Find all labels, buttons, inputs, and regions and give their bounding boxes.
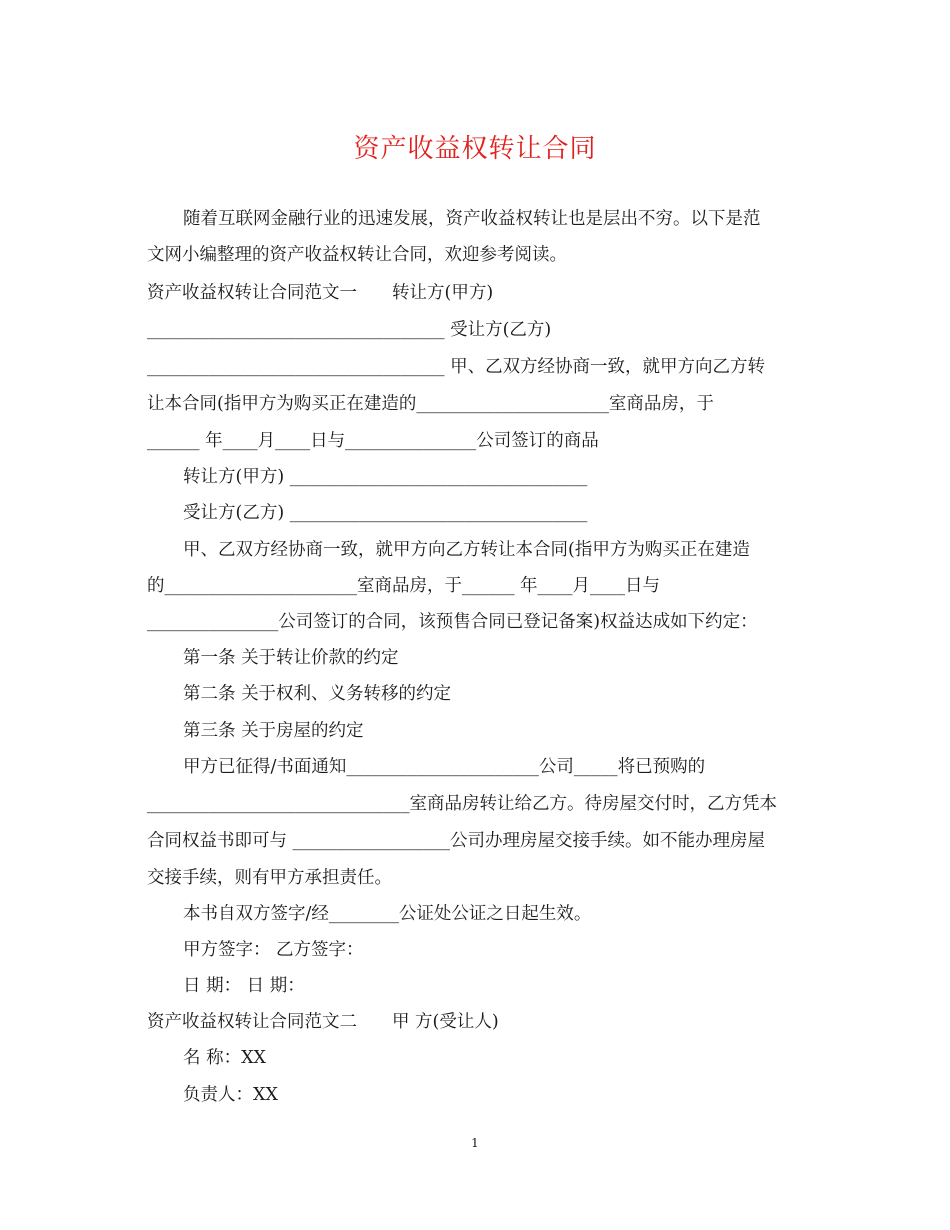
body-line: 甲、乙双方经协商一致，就甲方向乙方转让本合同(指甲方为购买正在建造 <box>183 540 750 560</box>
body-line: 负责人：XX <box>183 1085 278 1105</box>
body-line: 让本合同(指甲方为购买正在建造的______________________室商品房，于 <box>147 394 714 414</box>
clause-heading: 第三条 关于房屋的约定 <box>183 721 364 741</box>
body-line: 名 称：XX <box>183 1048 266 1068</box>
body-line: 甲方已征得/书面通知______________________公司_____将已预购的 <box>183 757 706 777</box>
clause-heading: 第一条 关于转让价款的约定 <box>183 648 399 668</box>
body-line: 合同权益书即可与 __________________公司办理房屋交接手续。如不能办理房屋 <box>147 831 766 851</box>
body-line: __________________________________ 甲、乙双方经协商一致，就甲方向乙方转 <box>147 357 766 377</box>
section-heading: 资产收益权转让合同范文一 转让方(甲方) <box>147 283 494 303</box>
body-line: 文网小编整理的资产收益权转让合同，欢迎参考阅读。 <box>147 245 567 265</box>
signature-line: 甲方签字： 乙方签字： <box>183 940 364 960</box>
section-heading: 资产收益权转让合同范文二 甲 方(受让人) <box>147 1012 499 1032</box>
date-line: 日 期： 日 期： <box>183 976 305 996</box>
body-line: 随着互联网金融行业的迅速发展，资产收益权转让也是层出不穷。以下是范 <box>183 209 761 229</box>
document-title: 资产收益权转让合同 <box>353 134 597 164</box>
body-line: 受让方(乙方) __________________________________ <box>183 503 588 523</box>
body-line: 转让方(甲方) __________________________________ <box>183 467 588 487</box>
body-line: 交接手续，则有甲方承担责任。 <box>147 868 392 888</box>
body-line: 本书自双方签字/经________公证处公证之日起生效。 <box>183 904 592 924</box>
body-line: __________________________________ 受让方(乙方) <box>147 320 552 340</box>
page-number: 1 <box>471 1136 479 1150</box>
body-line: _______________公司签订的合同，该预售合同已登记备案)权益达成如下约定： <box>147 612 758 632</box>
body-line: ______________________________室商品房转让给乙方。待房屋交付时，乙方凭本 <box>147 794 777 814</box>
body-line: 的______________________室商品房，于______ 年____月____日与 <box>147 576 661 596</box>
body-line: ______ 年____月____日与_______________公司签订的商品 <box>147 431 599 451</box>
clause-heading: 第二条 关于权利、义务转移的约定 <box>183 684 452 704</box>
